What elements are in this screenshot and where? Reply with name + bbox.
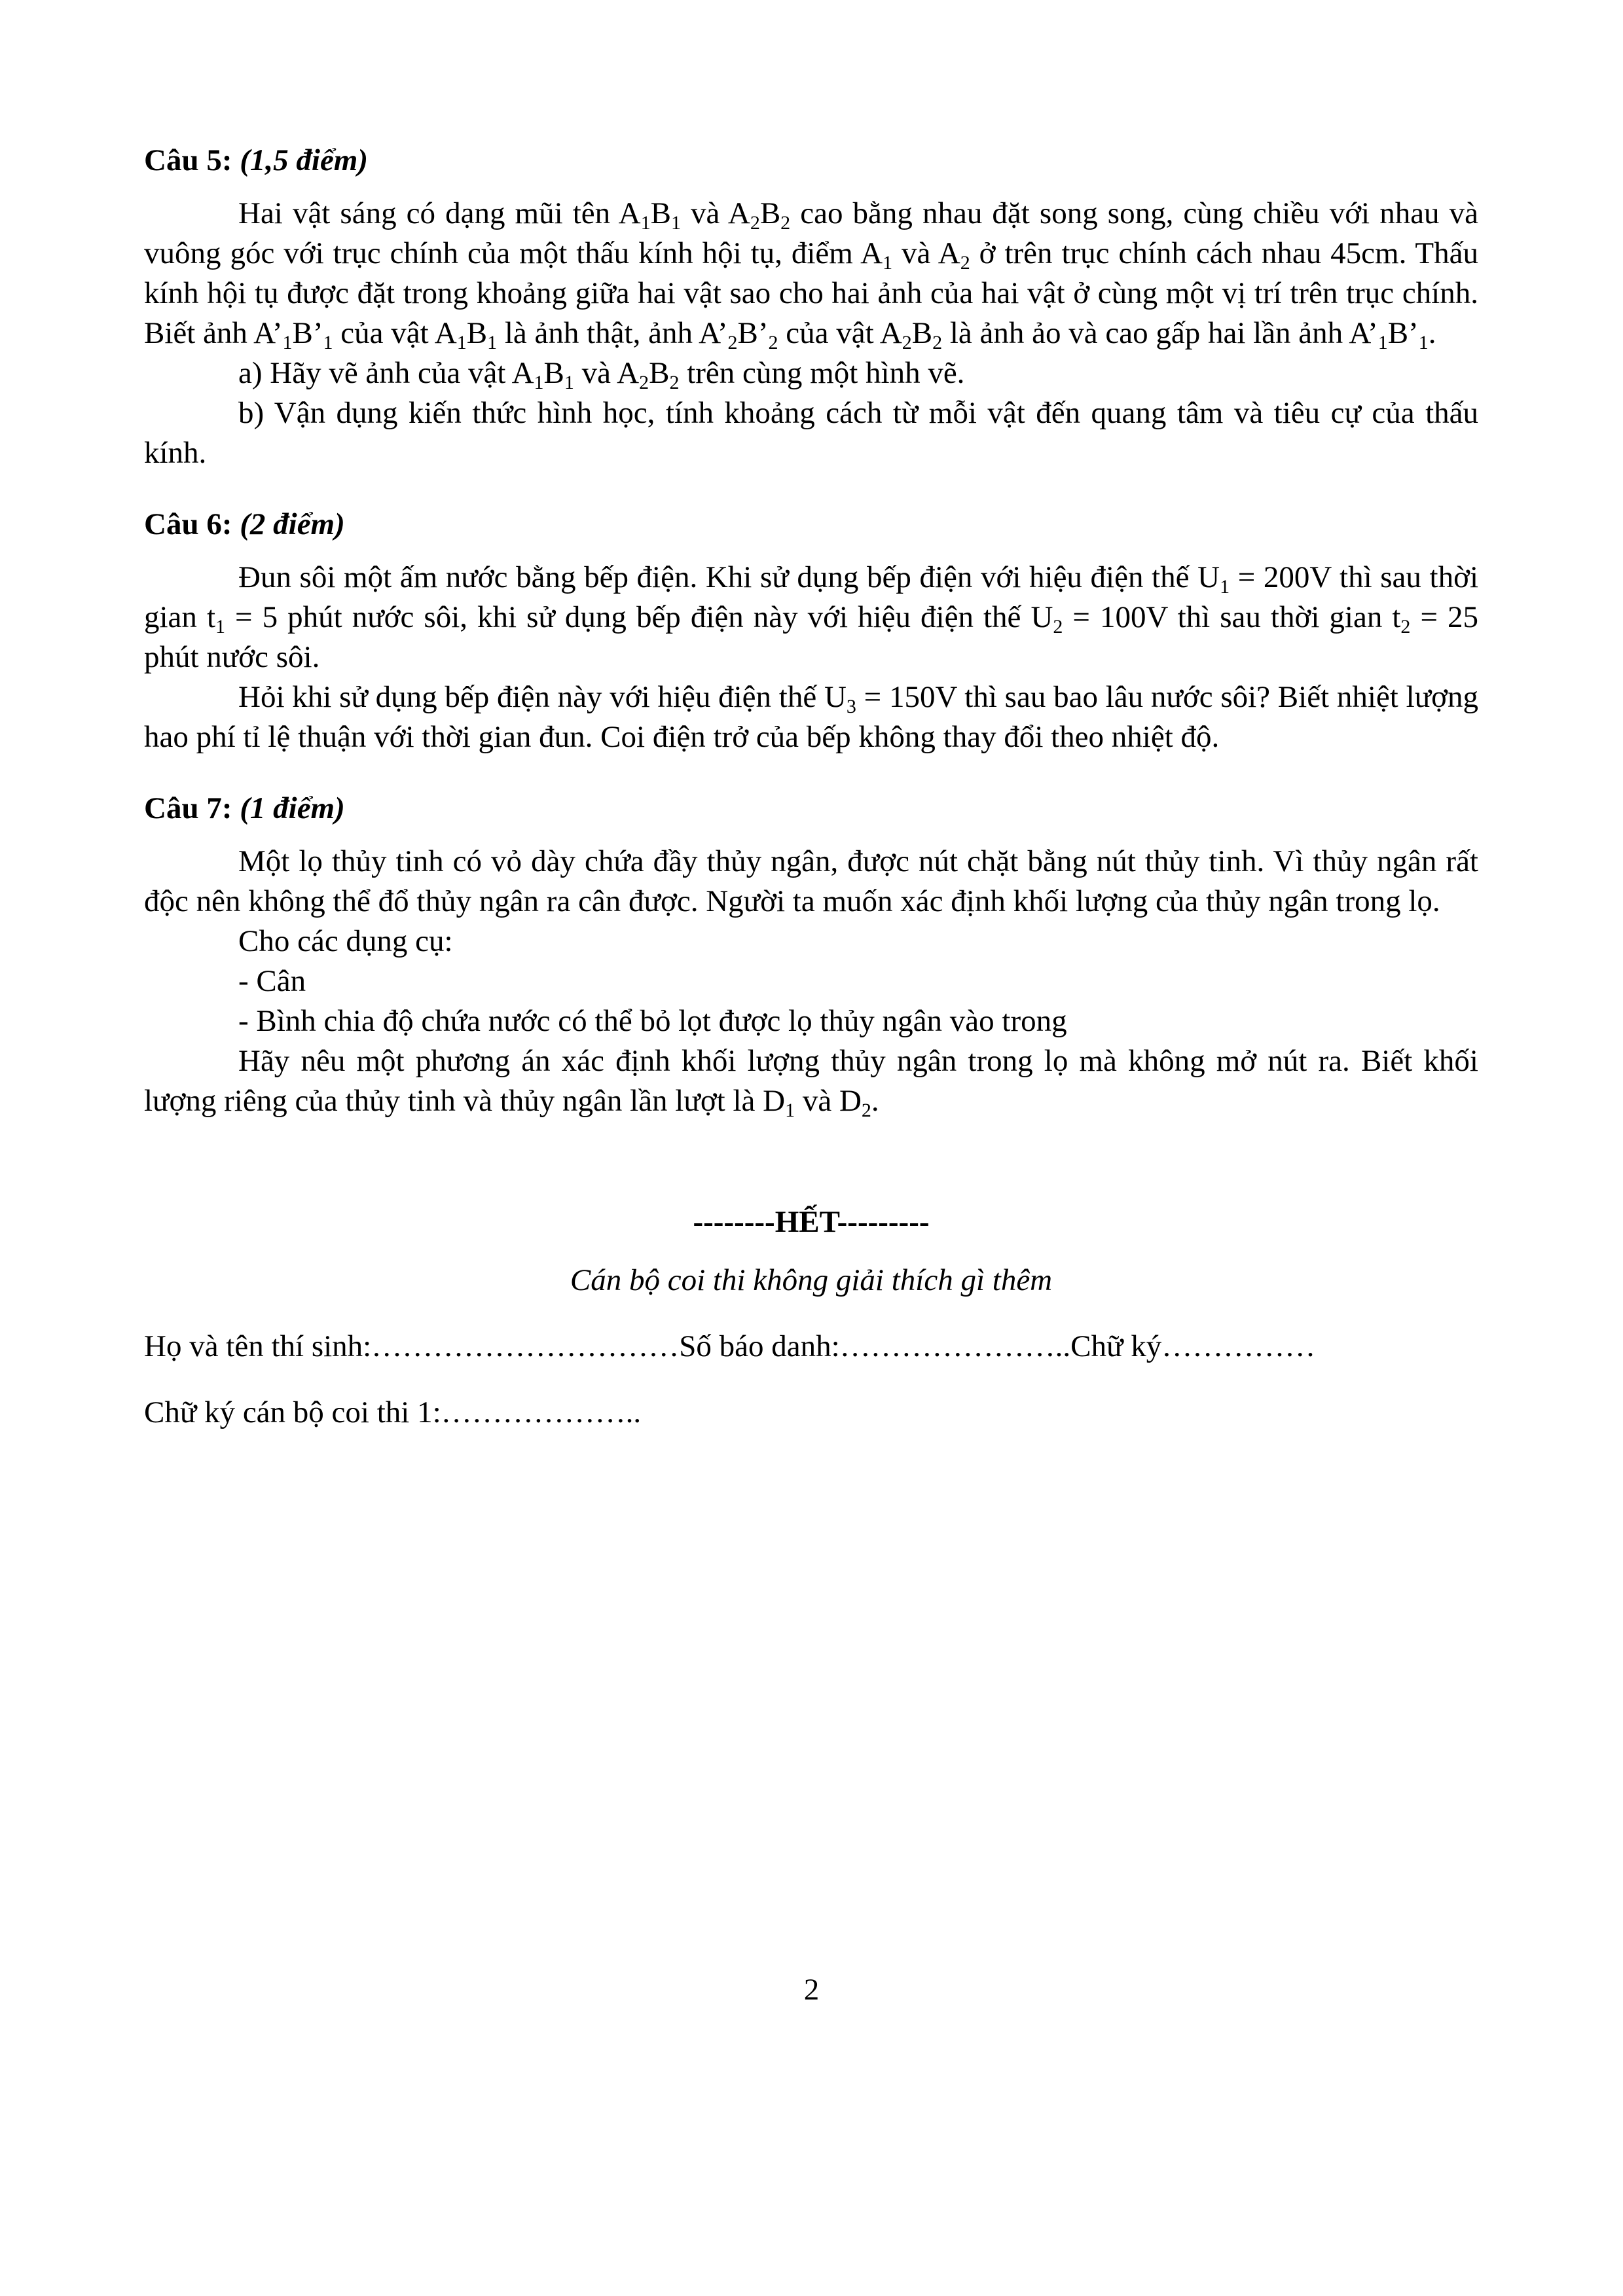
question-7-points: (1 điểm)	[240, 791, 345, 825]
subscript: 2	[669, 372, 680, 393]
invigilator-note: Cán bộ coi thi không giải thích gì thêm	[570, 1263, 1053, 1297]
text-run: B’	[292, 316, 323, 350]
text-run: = 100V thì sau thời gian t	[1063, 600, 1401, 634]
question-7-paragraph: Một lọ thủy tinh có vỏ dày chứa đầy thủy ngân, được nút chặt bằng nút thủy tinh. Vì thủy ngân rất độc nên không thể đổ thủy ngân ra cân được. Người ta muốn xác định khối lượng của thủy ngân trong lọ.	[144, 844, 1478, 918]
text-run: cao bằng nhau đặt song song, cùng chiều với nhau và vuông góc với trục chính của một thấu kính hội tụ, điểm A	[144, 196, 1478, 270]
text-run: B	[649, 356, 670, 390]
text-run: B	[543, 356, 564, 390]
subscript: 3	[846, 696, 856, 717]
subscript: 2	[1053, 616, 1063, 637]
candidate-info-line: Họ và tên thí sinh:…………………………Số báo danh:…………………..Chữ ký……………	[144, 1329, 1316, 1363]
question-6	[144, 505, 1478, 757]
subscript: 1	[534, 372, 544, 393]
subscript: 1	[1418, 332, 1429, 353]
text-run: Hai vật sáng có dạng mũi tên A	[238, 196, 641, 230]
subscript: 1	[215, 616, 226, 637]
text-run: B	[650, 196, 671, 230]
question-7-tool-item: - Bình chia độ chứa nước có thể bỏ lọt được lọ thủy ngân vào trong	[238, 1004, 1067, 1038]
question-5-heading	[144, 141, 1478, 181]
invigilator-signature-line: Chữ ký cán bộ coi thi 1:………………..	[144, 1395, 642, 1429]
subscript: 2	[861, 1100, 871, 1121]
subscript: 2	[750, 212, 760, 234]
text-run: ở trên trục chính cách nhau 45cm. Thấu kính hội tụ được đặt trong khoảng giữa hai vật sao cho hai ảnh của hai vật ở cùng một vị trí trên trục chính. Biết ảnh A’	[144, 236, 1478, 350]
text-run: trên cùng một hình vẽ.	[679, 356, 965, 390]
question-7-tool-item: - Cân	[238, 964, 306, 998]
subscript: 2	[639, 372, 649, 393]
subscript: 1	[640, 212, 651, 234]
text-run: của vật A	[778, 316, 902, 350]
text-run: .	[1428, 316, 1436, 350]
page-number: 2	[803, 1973, 820, 2007]
question-5-title: Câu 5:	[144, 143, 240, 177]
text-run: của vật A	[333, 316, 457, 350]
exam-footer	[144, 1202, 1478, 1433]
question-6-question	[144, 677, 1478, 757]
text-run: là ảnh thật, ảnh A’	[497, 316, 728, 350]
question-5-item-b: b) Vận dụng kiến thức hình học, tính khoảng cách từ mỗi vật đến quang tâm và tiêu cự của thấu kính.	[144, 396, 1478, 470]
subscript: 1	[1220, 576, 1230, 598]
text-run: và A	[574, 356, 640, 390]
subscript: 2	[932, 332, 943, 353]
question-6-title: Câu 6:	[144, 507, 240, 541]
text-run: = 5 phút nước sôi, khi sử dụng bếp điện này với hiệu điện thế U	[225, 600, 1053, 634]
question-6-points: (2 điểm)	[240, 507, 345, 541]
text-run: và A	[680, 196, 750, 230]
text-run: = 150V thì sau bao lâu nước sôi? Biết nhiệt lượng hao phí tỉ lệ thuận với thời gian đun. Coi điện trở của bếp không thay đổi theo nhiệt độ.	[144, 680, 1478, 754]
text-run: và A	[892, 236, 960, 270]
subscript: 2	[768, 332, 778, 353]
question-7-tools-intro: Cho các dụng cụ:	[238, 924, 453, 958]
subscript: 2	[1400, 616, 1411, 637]
text-run: = 25 phút nước sôi.	[144, 600, 1478, 674]
question-7	[144, 789, 1478, 1121]
question-5-points: (1,5 điểm)	[240, 143, 369, 177]
text-run: Hỏi khi sử dụng bếp điện này với hiệu điện thế U	[238, 680, 847, 714]
page-content	[144, 141, 1478, 1433]
text-run: Đun sôi một ấm nước bằng bếp điện. Khi sử dụng bếp điện với hiệu điện thế U	[238, 560, 1220, 594]
text-run: Hãy nêu một phương án xác định khối lượng thủy ngân trong lọ mà không mở nút ra. Biết khối lượng riêng của thủy tinh và thủy ngân lần lượt là D	[144, 1044, 1478, 1118]
subscript: 2	[727, 332, 738, 353]
text-run: B	[911, 316, 933, 350]
question-5	[144, 141, 1478, 473]
question-7-question	[144, 1041, 1478, 1121]
subscript: 1	[564, 372, 574, 393]
subscript: 1	[282, 332, 293, 353]
text-run: B	[466, 316, 488, 350]
text-run: là ảnh ảo và cao gấp hai lần ảnh A’	[942, 316, 1378, 350]
subscript: 1	[487, 332, 498, 353]
question-7-heading	[144, 789, 1478, 829]
text-run: B’	[1387, 316, 1419, 350]
question-6-heading	[144, 505, 1478, 545]
text-run: = 200V thì sau thời gian t	[144, 560, 1479, 634]
question-5-paragraph	[144, 194, 1478, 353]
text-run: B	[759, 196, 781, 230]
subscript: 2	[780, 212, 791, 234]
text-run: và D	[795, 1084, 862, 1118]
subscript: 2	[960, 252, 970, 274]
question-7-title: Câu 7:	[144, 791, 240, 825]
text-run: a) Hãy vẽ ảnh của vật A	[238, 356, 534, 390]
subscript: 1	[670, 212, 681, 234]
subscript: 1	[323, 332, 333, 353]
question-5-item-a	[144, 353, 1478, 393]
question-6-paragraph	[144, 558, 1478, 677]
subscript: 1	[883, 252, 893, 274]
text-run: .	[871, 1084, 879, 1118]
subscript: 1	[785, 1100, 795, 1121]
subscript: 2	[902, 332, 912, 353]
text-run: B’	[737, 316, 769, 350]
end-of-exam-title: --------HẾT---------	[693, 1205, 930, 1239]
subscript: 1	[456, 332, 467, 353]
subscript: 1	[1377, 332, 1388, 353]
